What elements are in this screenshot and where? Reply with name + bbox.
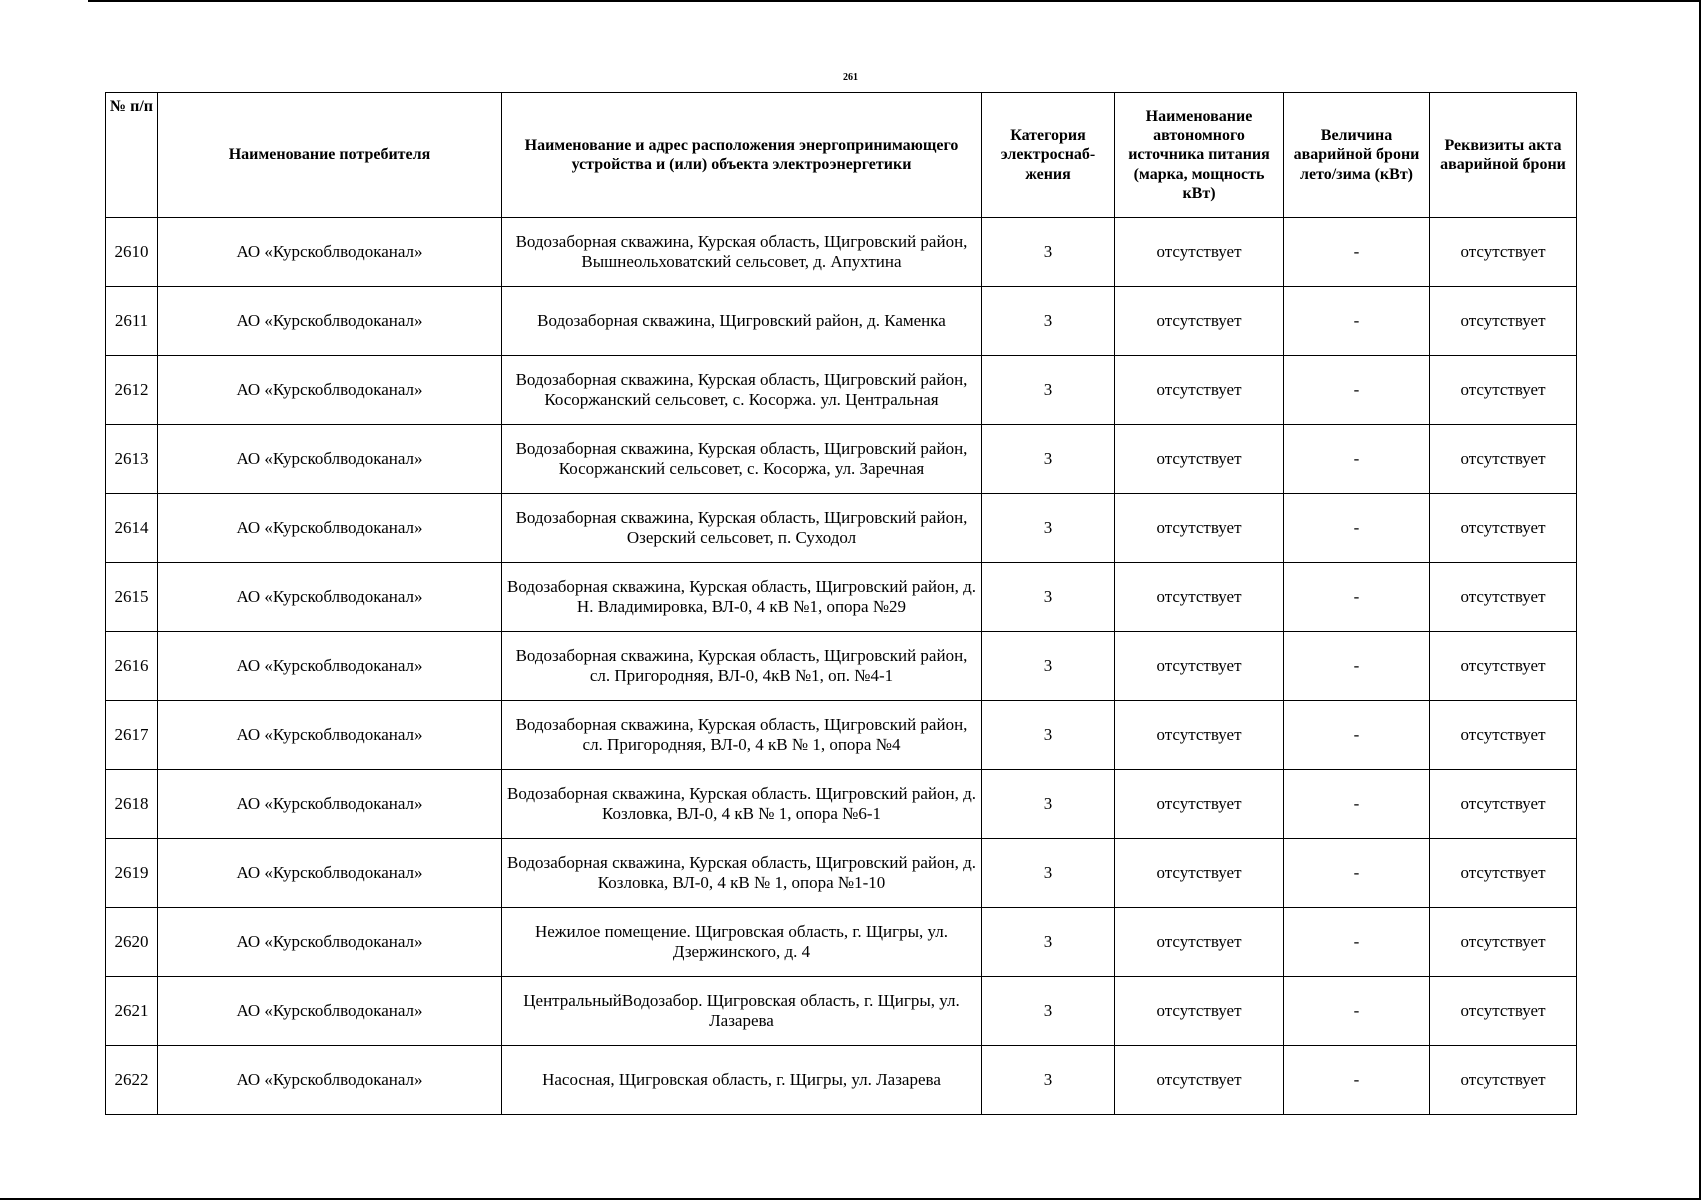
cell-reserve: -: [1284, 218, 1430, 287]
cell-object: Насосная, Щигровская область, г. Щигры, ул. Лазарева: [502, 1046, 982, 1115]
cell-source: отсутствует: [1115, 908, 1284, 977]
table-row: [106, 218, 1577, 287]
cell-source: отсутствует: [1115, 839, 1284, 908]
table-row: [106, 425, 1577, 494]
cell-object: Водозаборная скважина, Курская область, Щигровский район, сл. Пригородняя, ВЛ-0, 4 кВ № 1, опора №4: [502, 701, 982, 770]
cell-reserve: -: [1284, 770, 1430, 839]
cell-act: отсутствует: [1430, 977, 1577, 1046]
table-row: [106, 908, 1577, 977]
cell-category: 3: [982, 287, 1115, 356]
header-source: Наименование автономного источника питания (марка, мощность кВт): [1115, 93, 1284, 218]
cell-act: отсутствует: [1430, 425, 1577, 494]
cell-category: 3: [982, 494, 1115, 563]
table-row: [106, 977, 1577, 1046]
cell-consumer: АО «Курскоблводоканал»: [158, 701, 502, 770]
cell-consumer: АО «Курскоблводоканал»: [158, 425, 502, 494]
cell-num: 2612: [106, 356, 158, 425]
cell-source: отсутствует: [1115, 632, 1284, 701]
cell-object: Нежилое помещение. Щигровская область, г. Щигры, ул. Дзержинского, д. 4: [502, 908, 982, 977]
table-row: [106, 701, 1577, 770]
cell-object: ЦентральныйВодозабор. Щигровская область, г. Щигры, ул. Лазарева: [502, 977, 982, 1046]
table-row: [106, 494, 1577, 563]
page-number: 261: [843, 72, 858, 83]
cell-consumer: АО «Курскоблводоканал»: [158, 839, 502, 908]
cell-object: Водозаборная скважина, Курская область, Щигровский район, д. Н. Владимировка, ВЛ-0, 4 кВ №1, опора №29: [502, 563, 982, 632]
cell-category: 3: [982, 218, 1115, 287]
cell-act: отсутствует: [1430, 287, 1577, 356]
cell-consumer: АО «Курскоблводоканал»: [158, 632, 502, 701]
cell-num: 2619: [106, 839, 158, 908]
cell-num: 2610: [106, 218, 158, 287]
header-num: № п/п: [106, 93, 158, 218]
header-object: Наименование и адрес расположения энергопринимающего устройства и (или) объекта электроэнергетики: [502, 93, 982, 218]
cell-object: Водозаборная скважина, Курская область, Щигровский район, Озерский сельсовет, п. Суходол: [502, 494, 982, 563]
cell-num: 2621: [106, 977, 158, 1046]
cell-source: отсутствует: [1115, 563, 1284, 632]
cell-consumer: АО «Курскоблводоканал»: [158, 287, 502, 356]
cell-num: 2620: [106, 908, 158, 977]
cell-source: отсутствует: [1115, 356, 1284, 425]
cell-reserve: -: [1284, 356, 1430, 425]
cell-act: отсутствует: [1430, 632, 1577, 701]
cell-category: 3: [982, 701, 1115, 770]
cell-act: отсутствует: [1430, 563, 1577, 632]
table-row: [106, 770, 1577, 839]
cell-source: отсутствует: [1115, 770, 1284, 839]
cell-num: 2613: [106, 425, 158, 494]
cell-category: 3: [982, 632, 1115, 701]
cell-consumer: АО «Курскоблводоканал»: [158, 908, 502, 977]
cell-category: 3: [982, 1046, 1115, 1115]
cell-num: 2617: [106, 701, 158, 770]
cell-consumer: АО «Курскоблводоканал»: [158, 770, 502, 839]
cell-category: 3: [982, 356, 1115, 425]
cell-source: отсутствует: [1115, 494, 1284, 563]
cell-act: отсутствует: [1430, 218, 1577, 287]
cell-source: отсутствует: [1115, 1046, 1284, 1115]
cell-reserve: -: [1284, 908, 1430, 977]
cell-reserve: -: [1284, 425, 1430, 494]
cell-consumer: АО «Курскоблводоканал»: [158, 563, 502, 632]
cell-object: Водозаборная скважина, Курская область, Щигровский район, д. Козловка, ВЛ-0, 4 кВ № 1, опора №1-10: [502, 839, 982, 908]
cell-consumer: АО «Курскоблводоканал»: [158, 977, 502, 1046]
cell-act: отсутствует: [1430, 356, 1577, 425]
cell-object: Водозаборная скважина, Курская область, Щигровский район, Косоржанский сельсовет, с. Косоржа, ул. Заречная: [502, 425, 982, 494]
header-consumer: Наименование потребителя: [158, 93, 502, 218]
cell-act: отсутствует: [1430, 839, 1577, 908]
cell-object: Водозаборная скважина, Курская область, Щигровский район, Вышнеольховатский сельсовет, д. Апухтина: [502, 218, 982, 287]
cell-consumer: АО «Курскоблводоканал»: [158, 1046, 502, 1115]
cell-reserve: -: [1284, 977, 1430, 1046]
cell-source: отсутствует: [1115, 701, 1284, 770]
cell-num: 2614: [106, 494, 158, 563]
cell-source: отсутствует: [1115, 218, 1284, 287]
cell-category: 3: [982, 839, 1115, 908]
cell-num: 2622: [106, 1046, 158, 1115]
cell-object: Водозаборная скважина, Курская область, Щигровский район, сл. Пригородняя, ВЛ-0, 4кВ №1, оп. №4-1: [502, 632, 982, 701]
cell-act: отсутствует: [1430, 1046, 1577, 1115]
cell-object: Водозаборная скважина, Курская область, Щигровский район, Косоржанский сельсовет, с. Косоржа. ул. Центральная: [502, 356, 982, 425]
table-row: [106, 632, 1577, 701]
cell-consumer: АО «Курскоблводоканал»: [158, 356, 502, 425]
cell-consumer: АО «Курскоблводоканал»: [158, 494, 502, 563]
cell-reserve: -: [1284, 701, 1430, 770]
cell-category: 3: [982, 977, 1115, 1046]
cell-source: отсутствует: [1115, 977, 1284, 1046]
cell-category: 3: [982, 908, 1115, 977]
table-row: [106, 356, 1577, 425]
cell-category: 3: [982, 770, 1115, 839]
cell-reserve: -: [1284, 839, 1430, 908]
cell-category: 3: [982, 563, 1115, 632]
cell-act: отсутствует: [1430, 908, 1577, 977]
cell-object: Водозаборная скважина, Курская область. Щигровский район, д. Козловка, ВЛ-0, 4 кВ № 1, опора №6-1: [502, 770, 982, 839]
table-row: [106, 1046, 1577, 1115]
cell-act: отсутствует: [1430, 494, 1577, 563]
cell-reserve: -: [1284, 632, 1430, 701]
cell-num: 2616: [106, 632, 158, 701]
table-header-row: [106, 93, 1577, 218]
cell-num: 2611: [106, 287, 158, 356]
table-row: [106, 839, 1577, 908]
cell-consumer: АО «Курскоблводоканал»: [158, 218, 502, 287]
cell-reserve: -: [1284, 494, 1430, 563]
table-row: [106, 563, 1577, 632]
cell-act: отсутствует: [1430, 701, 1577, 770]
cell-object: Водозаборная скважина, Щигровский район, д. Каменка: [502, 287, 982, 356]
scan-edge-top: [88, 0, 1701, 2]
consumer-table: [105, 92, 1577, 1115]
cell-num: 2615: [106, 563, 158, 632]
cell-reserve: -: [1284, 1046, 1430, 1115]
header-act: Реквизиты акта аварийной брони: [1430, 93, 1577, 218]
cell-reserve: -: [1284, 287, 1430, 356]
header-reserve: Величина аварийной брони лето/зима (кВт): [1284, 93, 1430, 218]
cell-source: отсутствует: [1115, 425, 1284, 494]
cell-source: отсутствует: [1115, 287, 1284, 356]
cell-category: 3: [982, 425, 1115, 494]
cell-num: 2618: [106, 770, 158, 839]
table-row: [106, 287, 1577, 356]
cell-reserve: -: [1284, 563, 1430, 632]
header-category: Категория электроснаб-жения: [982, 93, 1115, 218]
cell-act: отсутствует: [1430, 770, 1577, 839]
